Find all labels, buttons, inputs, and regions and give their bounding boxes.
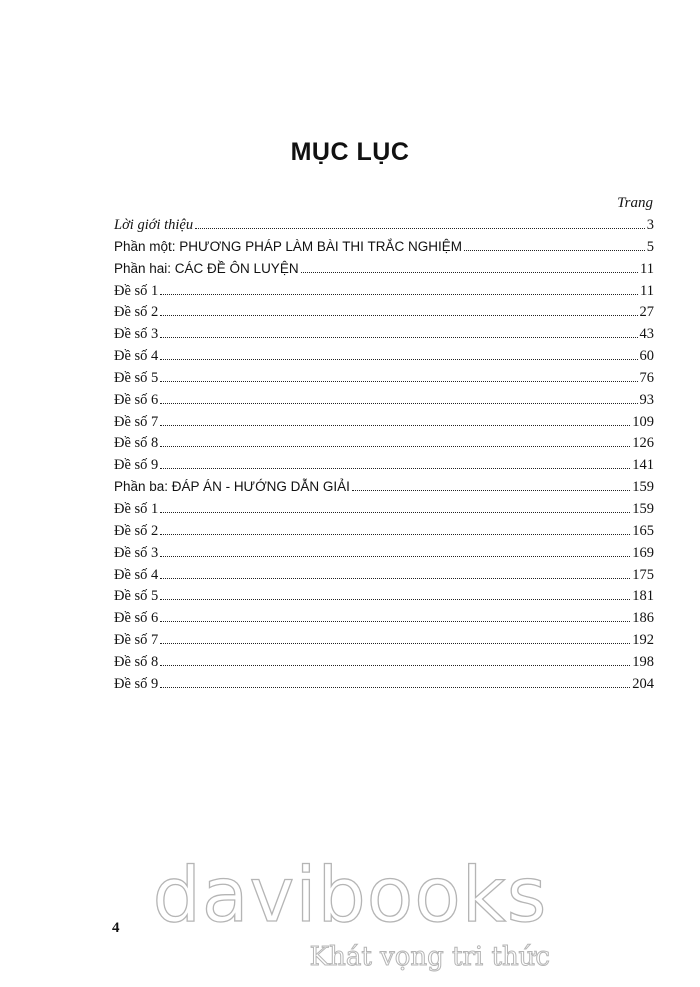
dot-leader <box>160 628 630 644</box>
toc-label: Đề số 6 <box>114 391 159 408</box>
toc-label: Đề số 4 <box>114 348 159 365</box>
toc-page: 11 <box>640 260 654 277</box>
toc-page: 186 <box>632 610 654 627</box>
toc-label: Đề số 6 <box>114 610 159 627</box>
toc-page: 126 <box>632 435 654 452</box>
toc-page: 11 <box>640 282 654 299</box>
toc-label: Đề số 7 <box>114 632 159 649</box>
toc-entry-intro <box>114 213 654 235</box>
toc-entry-part-one <box>114 235 654 257</box>
toc-entry <box>114 563 654 585</box>
dot-leader <box>301 257 638 273</box>
toc-page: 109 <box>632 413 654 430</box>
toc-label: Đề số 8 <box>114 435 159 452</box>
toc-label: Đề số 8 <box>114 653 159 670</box>
table-of-contents <box>114 213 654 694</box>
toc-page: 204 <box>632 675 654 692</box>
toc-label: Phần hai: CÁC ĐỀ ÔN LUYỆN <box>114 260 299 276</box>
toc-page: 76 <box>639 369 654 386</box>
toc-entry <box>114 584 654 606</box>
toc-entry <box>114 628 654 650</box>
toc-label: Phần một: PHƯƠNG PHÁP LÀM BÀI THI TRẮC NGHIỆM <box>114 238 462 254</box>
toc-label: Đề số 9 <box>114 675 159 692</box>
toc-label: Đề số 9 <box>114 457 159 474</box>
dot-leader <box>160 344 637 360</box>
toc-entry <box>114 650 654 672</box>
toc-label: Đề số 3 <box>114 326 159 343</box>
toc-page: 93 <box>639 391 654 408</box>
toc-page: 169 <box>632 544 654 561</box>
toc-label: Đề số 5 <box>114 588 159 605</box>
toc-label: Đề số 5 <box>114 369 159 386</box>
dot-leader <box>160 606 630 622</box>
toc-entry <box>114 431 654 453</box>
dot-leader <box>160 541 630 557</box>
dot-leader <box>160 584 630 600</box>
toc-page: 159 <box>632 479 654 496</box>
dot-leader <box>160 410 630 426</box>
toc-label: Đề số 7 <box>114 413 159 430</box>
toc-page: 43 <box>639 326 654 343</box>
toc-label: Đề số 3 <box>114 544 159 561</box>
watermark-slogan: Khát vọng tri thức <box>309 942 550 972</box>
toc-entry <box>114 519 654 541</box>
dot-leader <box>160 497 630 513</box>
dot-leader <box>160 322 637 338</box>
watermark-logo: davibooks <box>152 850 548 939</box>
page-number: 4 <box>112 920 120 936</box>
dot-leader <box>160 672 630 688</box>
toc-entry-part-two <box>114 257 654 279</box>
toc-page: 60 <box>639 348 654 365</box>
toc-entry <box>114 366 654 388</box>
toc-page: 5 <box>646 238 654 255</box>
toc-page: 192 <box>632 632 654 649</box>
dot-leader <box>160 388 637 404</box>
dot-leader <box>160 431 630 447</box>
dot-leader <box>160 279 638 295</box>
toc-entry <box>114 410 654 432</box>
toc-page: 175 <box>632 566 654 583</box>
dot-leader <box>160 563 630 579</box>
toc-page: 3 <box>646 217 654 233</box>
toc-entry <box>114 300 654 322</box>
toc-page: 181 <box>632 588 654 605</box>
toc-label: Phần ba: ĐÁP ÁN - HƯỚNG DẪN GIẢI <box>114 479 350 495</box>
toc-entry <box>114 541 654 563</box>
toc-entry <box>114 322 654 344</box>
dot-leader <box>160 650 630 666</box>
toc-entry <box>114 279 654 301</box>
dot-leader <box>160 519 630 535</box>
toc-label: Đề số 2 <box>114 522 159 539</box>
toc-label: Đề số 1 <box>114 500 159 517</box>
page-column-header: Trang <box>617 195 653 211</box>
toc-entry <box>114 344 654 366</box>
toc-label: Đề số 4 <box>114 566 159 583</box>
dot-leader <box>160 453 630 469</box>
toc-entry-part-three <box>114 475 654 497</box>
toc-entry <box>114 672 654 694</box>
toc-label: Đề số 2 <box>114 304 159 321</box>
toc-label: Đề số 1 <box>114 282 159 299</box>
dot-leader <box>352 475 630 491</box>
toc-entry <box>114 497 654 519</box>
toc-label: Lời giới thiệu <box>114 217 194 233</box>
toc-entry <box>114 606 654 628</box>
toc-page: 198 <box>632 653 654 670</box>
dot-leader <box>160 366 637 382</box>
page-title: MỤC LỤC <box>290 138 410 166</box>
toc-entry <box>114 453 654 475</box>
toc-page: 27 <box>639 304 654 321</box>
dot-leader <box>195 213 645 229</box>
toc-page: 165 <box>632 522 654 539</box>
toc-page: 159 <box>632 500 654 517</box>
dot-leader <box>160 300 637 316</box>
dot-leader <box>464 235 645 251</box>
toc-page: 141 <box>632 457 654 474</box>
toc-entry <box>114 388 654 410</box>
